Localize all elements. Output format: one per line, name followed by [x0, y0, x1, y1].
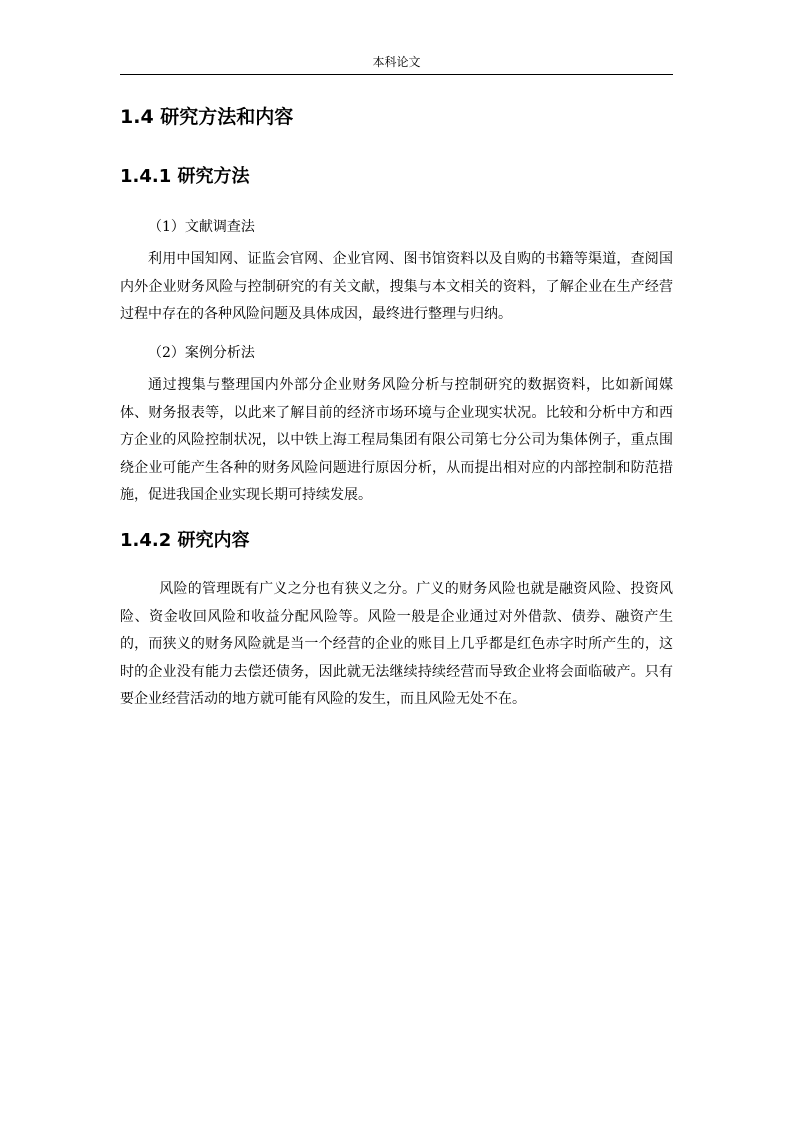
section-heading-1-4: 1.4 研究方法和内容	[120, 106, 294, 128]
section-heading-1-4-1: 1.4.1 研究方法	[120, 166, 250, 187]
method-paragraph-1: 利用中国知网、证监会官网、企业官网、图书馆资料以及自购的书籍等渠道，查阅国内外企业财务风险与控制研究的有关文献，搜集与本文相关的资料，了解企业在生产经营过程中存在的各种风险问题及具体成因，最终进行整理与归纳。	[120, 251, 673, 322]
page-header: 本科论文	[372, 55, 421, 69]
content-paragraph-1: 风险的管理既有广义之分也有狭义之分。广义的财务风险也就是融资风险、投资风险、资金收回风险和收益分配风险等。风险一般是企业通过对外借款、债券、融资产生的，而狭义的财务风险就是当一个经营的企业的账目上几乎都是红色赤字时所产生的，这时的企业没有能力去偿还债务，因此就无法继续持续经营而导致企业将会面临破产。只有要企业经营活动的地方就可能有风险的发生，而且风险无处不在。	[120, 581, 673, 707]
method-item-1: （1）文献调查法	[148, 219, 255, 235]
header-rule	[120, 74, 673, 75]
method-item-2: （2）案例分析法	[148, 345, 255, 361]
method-paragraph-2: 通过搜集与整理国内外部分企业财务风险分析与控制研究的数据资料，比如新闻媒体、财务报表等，以此来了解目前的经济市场环境与企业现实状况。比较和分析中方和西方企业的风险控制状况，以中铁上海工程局集团有限公司第七分公司为集体例子，重点围绕企业可能产生各种的财务风险问题进行原因分析，从而提出相对应的内部控制和防范措施，促进我国企业实现长期可持续发展。	[120, 377, 673, 503]
section-heading-1-4-2: 1.4.2 研究内容	[120, 530, 250, 551]
